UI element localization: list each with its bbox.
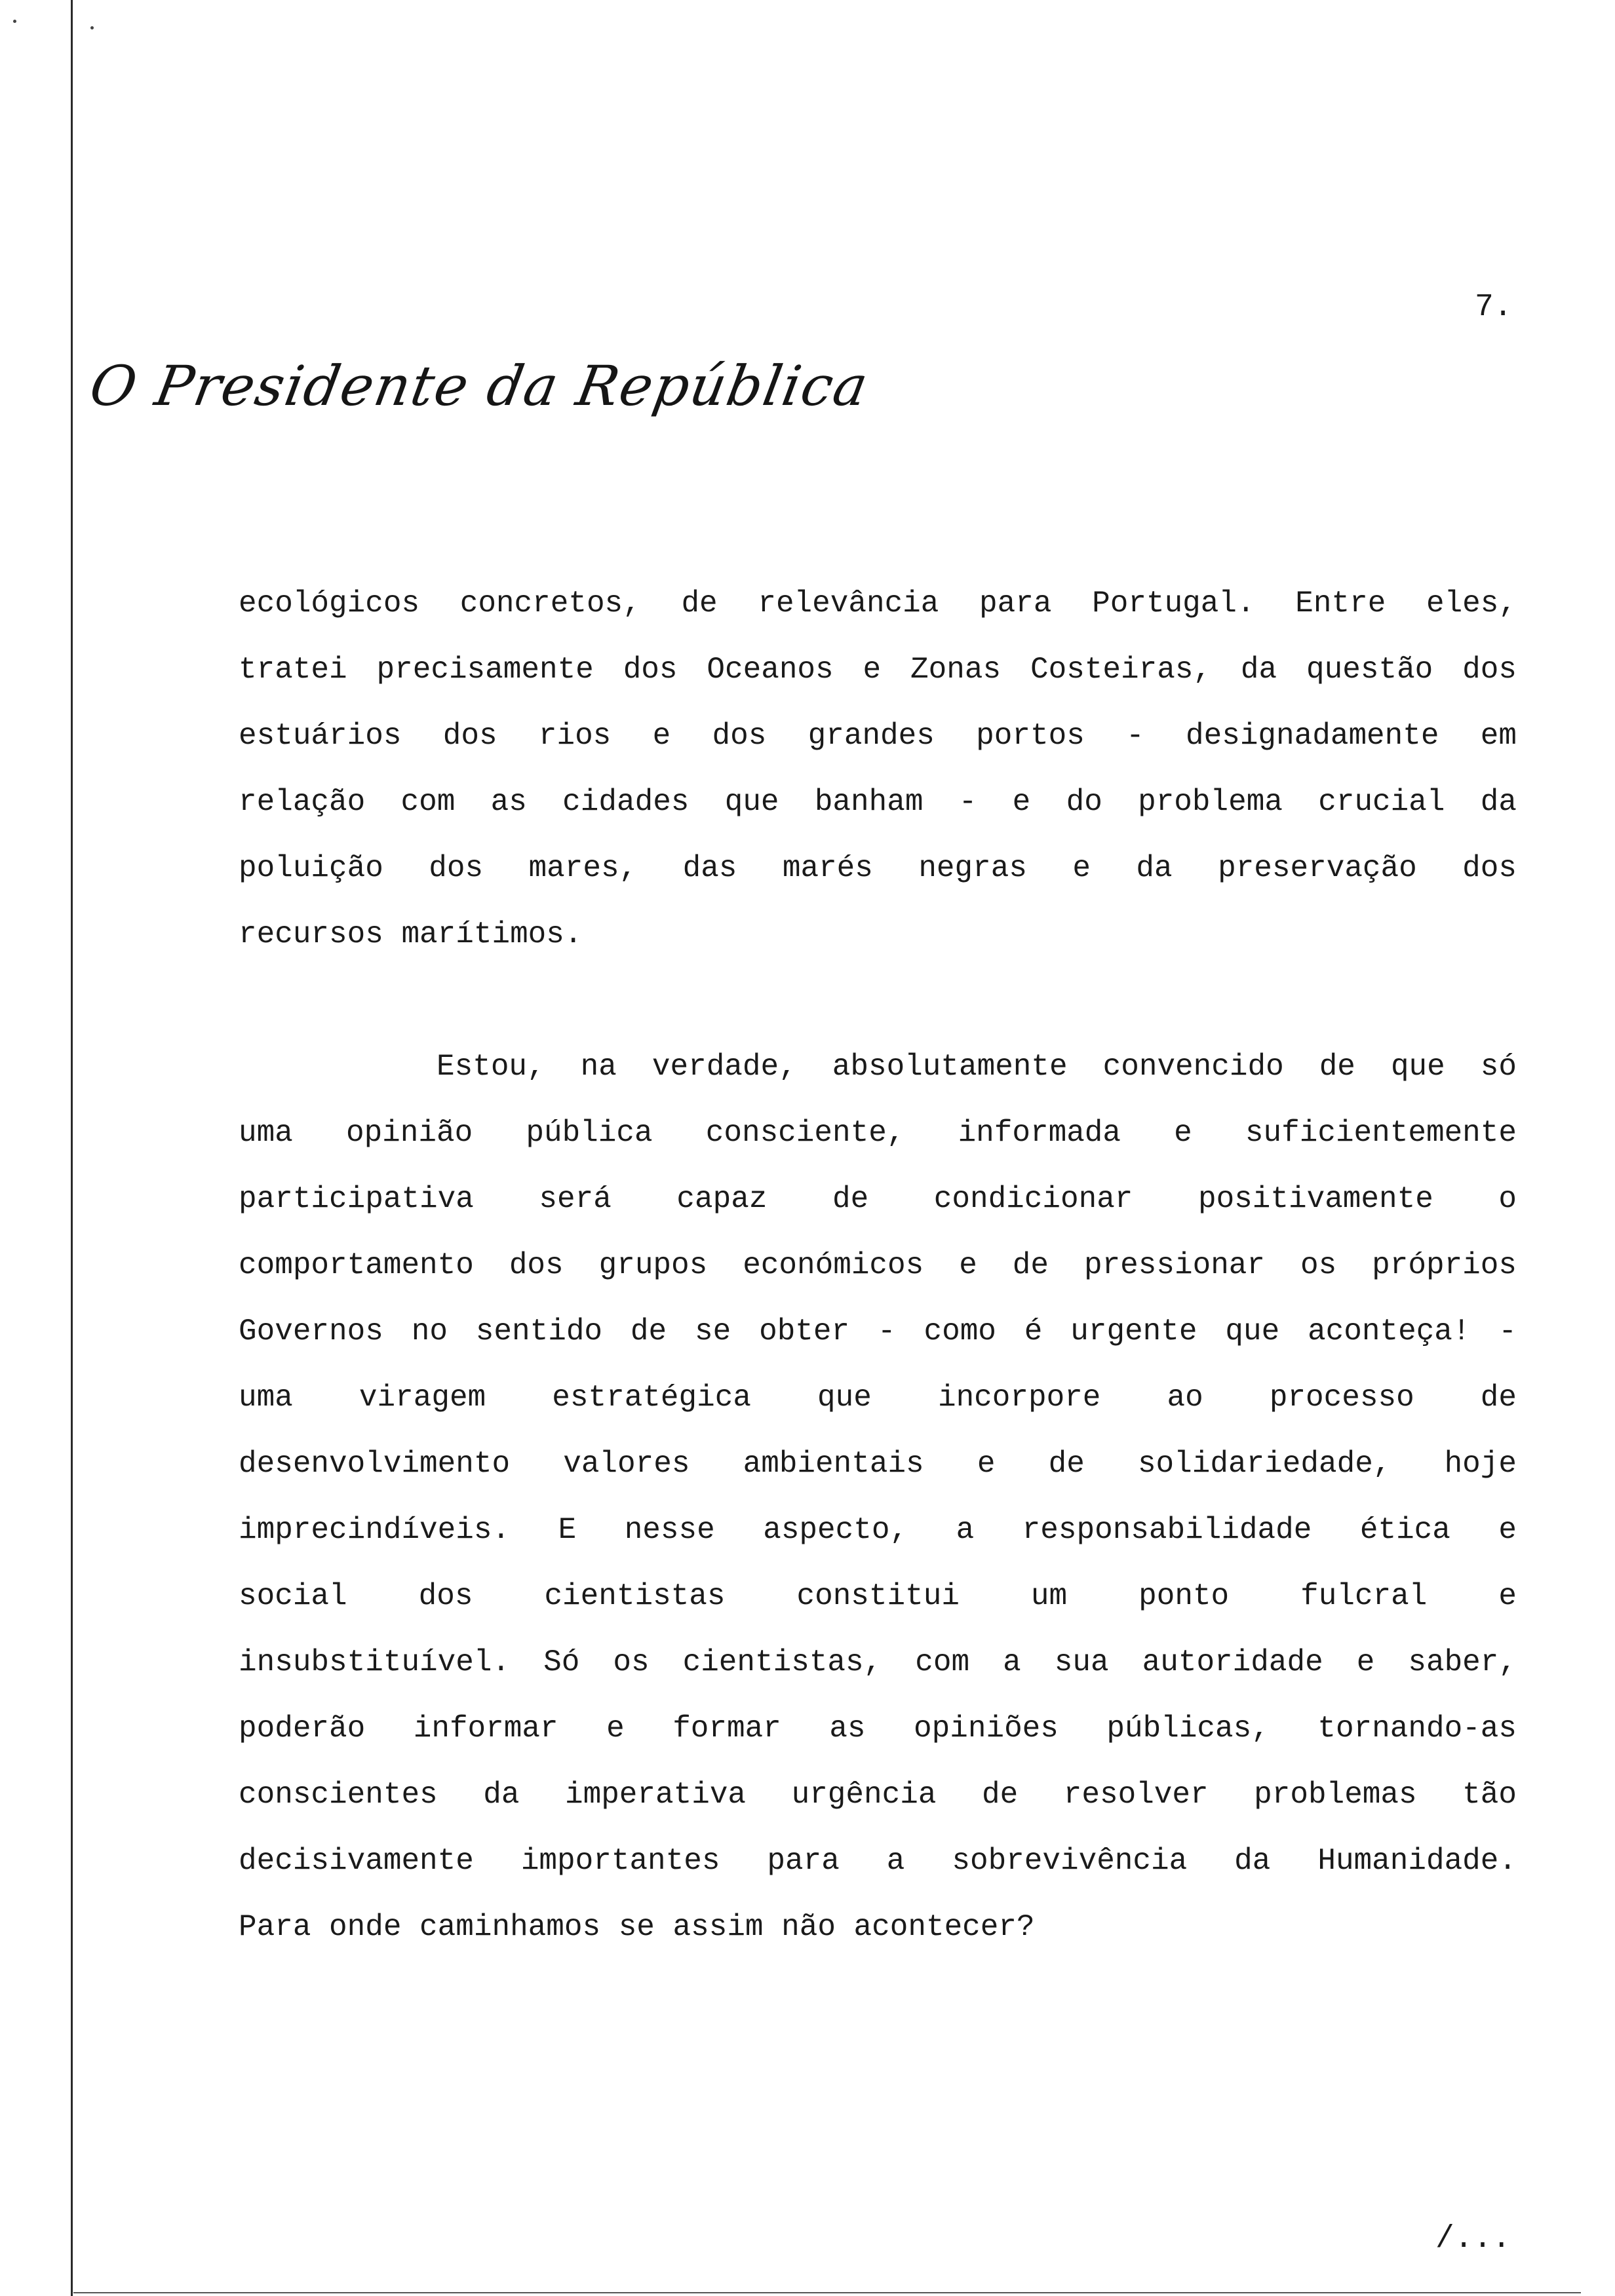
scan-speck xyxy=(90,26,94,29)
text-line: uma opinião pública consciente, informada e suficientemente xyxy=(239,1116,1517,1150)
text-line: imprecindíveis. E nesse aspecto, a responsabilidade ética e xyxy=(239,1513,1517,1547)
text-line: poluição dos mares, das marés negras e da preservação dos xyxy=(239,851,1517,885)
text-line: comportamento dos grupos económicos e de pressionar os próprios xyxy=(239,1248,1517,1282)
paragraph xyxy=(239,571,1517,968)
scan-speck xyxy=(13,20,16,23)
letterhead-signature: O Presidente da República xyxy=(85,354,874,418)
page-number: 7. xyxy=(1475,290,1513,325)
text-line: conscientes da imperativa urgência de resolver problemas tão xyxy=(239,1778,1517,1812)
text-line: Para onde caminhamos se assim não acontecer? xyxy=(239,1910,1035,1944)
text-line: social dos cientistas constitui um ponto fulcral e xyxy=(239,1579,1517,1613)
text-line: desenvolvimento valores ambientais e de solidariedade, hoje xyxy=(239,1447,1517,1481)
text-line: poderão informar e formar as opiniões públicas, tornando-as xyxy=(239,1712,1517,1746)
text-line: Estou, na verdade, absolutamente convencido de que só xyxy=(437,1050,1517,1084)
text-line: relação com as cidades que banham - e do problema crucial da xyxy=(239,785,1517,819)
bottom-rule xyxy=(73,2292,1581,2293)
paragraph xyxy=(239,1034,1517,1961)
text-line: insubstituível. Só os cientistas, com a sua autoridade e saber, xyxy=(239,1645,1517,1679)
margin-rule xyxy=(71,0,73,2296)
text-line: uma viragem estratégica que incorpore ao processo de xyxy=(239,1381,1517,1415)
text-line: decisivamente importantes para a sobrevivência da Humanidade. xyxy=(239,1844,1517,1878)
text-line: recursos marítimos. xyxy=(239,917,583,951)
text-line: estuários dos rios e dos grandes portos - designadamente em xyxy=(239,719,1517,753)
text-line: tratei precisamente dos Oceanos e Zonas Costeiras, da questão dos xyxy=(239,653,1517,687)
text-line: Governos no sentido de se obter - como é urgente que aconteça! - xyxy=(239,1314,1517,1349)
text-line: ecológicos concretos, de relevância para Portugal. Entre eles, xyxy=(239,586,1517,621)
text-line: participativa será capaz de condicionar positivamente o xyxy=(239,1182,1517,1216)
continuation-mark: /... xyxy=(1435,2221,1511,2257)
